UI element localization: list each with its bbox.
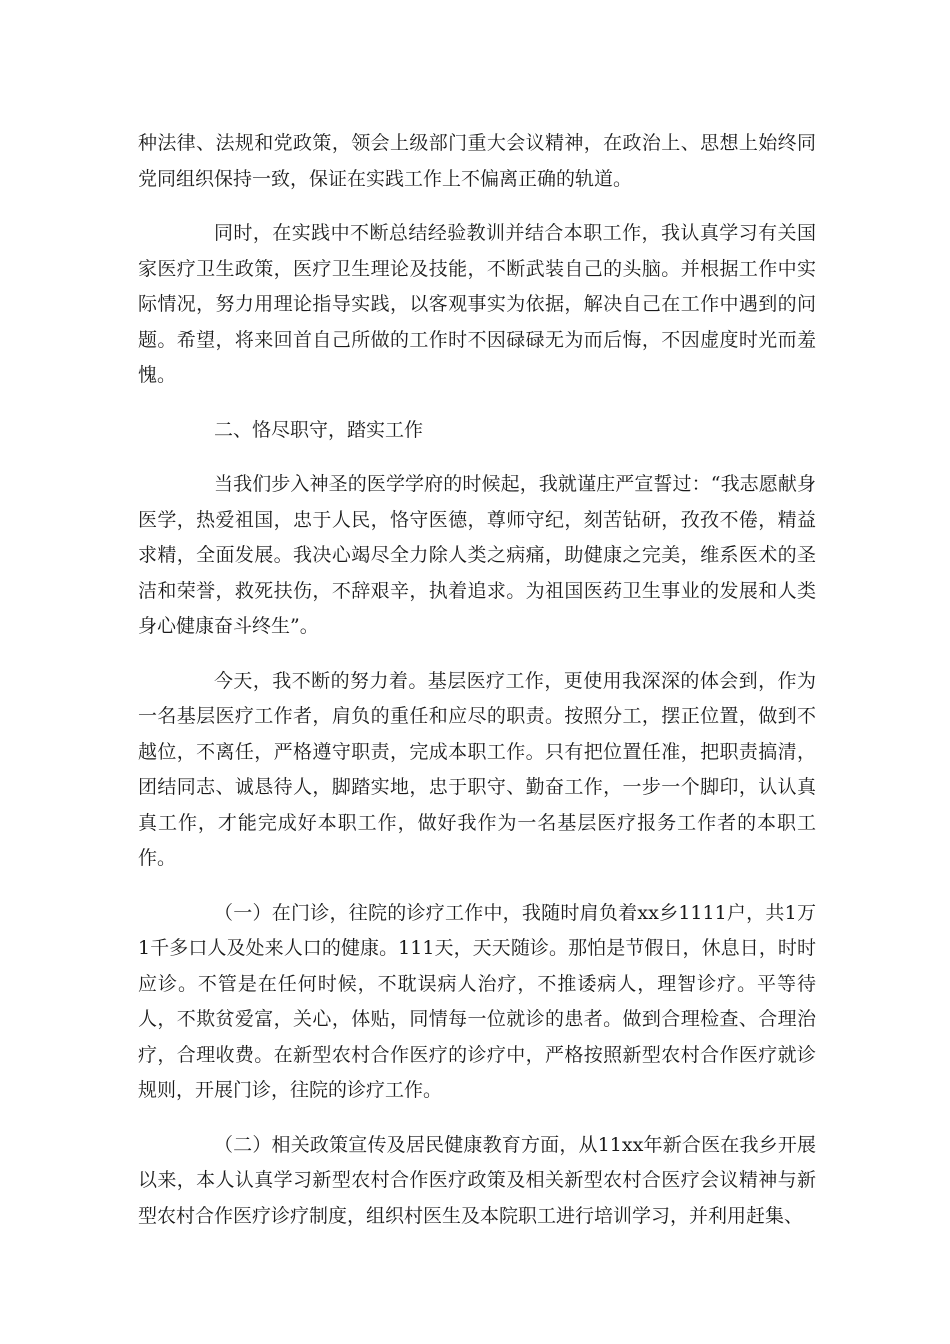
paragraph-outpatient-work: （一）在门诊，往院的诊疗工作中，我随时肩负着xx乡1111户，共1万1千多口人及处来人口的健康。111天，天天随诊。那怕是节假日，休息日，时时应诊。不管是在任何时候，不耽误病人治疗，不推诿病人，理智诊疗。平等待人，不欺贫爱富，关心，体贴，同情每一位就诊的患者。做到合理检查、合理治疗，合理收费。在新型农村合作医疗的诊疗中，严格按照新型农村合作医疗就诊规则，开展门诊，往院的诊疗工作。 [138, 901, 816, 1101]
paragraph-medical-oath: 当我们步入神圣的医学学府的时候起，我就谨庄严宣誓过：“我志愿献身医学，热爱祖国，忠于人民，恪守医德，尊师守纪，刻苦钻研，孜孜不倦，精益求精，全面发展。我决心竭尽全力除人类之病痛，助健康之完美，维系医术的圣洁和荣誉，救死扶伤，不辞艰辛，执着追求。为祖国医药卫生事业的发展和人类身心健康奋斗终生”。 [138, 473, 816, 637]
section-heading-duty: 二、恪尽职守，踏实工作 [214, 418, 424, 441]
document-body [138, 126, 816, 1253]
paragraph-study-practice: 同时，在实践中不断总结经验教训并结合本职工作，我认真学习有关国家医疗卫生政策，医疗卫生理论及技能，不断武装自己的头脑。并根据工作中实际情况，努力用理论指导实践，以客观事实为依据，解决自己在工作中遇到的问题。希望，将来回首自己所做的工作时不因碌碌无为而后悔，不因虚度时光而羞愧。 [138, 222, 816, 386]
paragraph-policy-education: （二）相关政策宣传及居民健康教育方面，从11xx年新合医在我乡开展以来，本人认真学习新型农村合作医疗政策及相关新型农村合医疗会议精神与新型农村合作医疗诊疗制度，组织村医生及本院职工进行培训学习，并利用赶集、 [138, 1133, 816, 1227]
paragraph-policy-continuation: 种法律、法规和党政策，领会上级部门重大会议精神，在政治上、思想上始终同党同组织保持一致，保证在实践工作上不偏离正确的轨道。 [138, 132, 816, 190]
paragraph-grassroots-work: 今天，我不断的努力着。基层医疗工作，更使用我深深的体会到，作为一名基层医疗工作者，肩负的重任和应尽的职责。按照分工，摆正位置，做到不越位，不离任，严格遵守职责，完成本职工作。只有把位置任准，把职责搞清，团结同志、诚恳待人，脚踏实地，忠于职守、勤奋工作，一步一个脚印，认认真真工作，才能完成好本职工作，做好我作为一名基层医疗报务工作者的本职工作。 [138, 669, 816, 869]
